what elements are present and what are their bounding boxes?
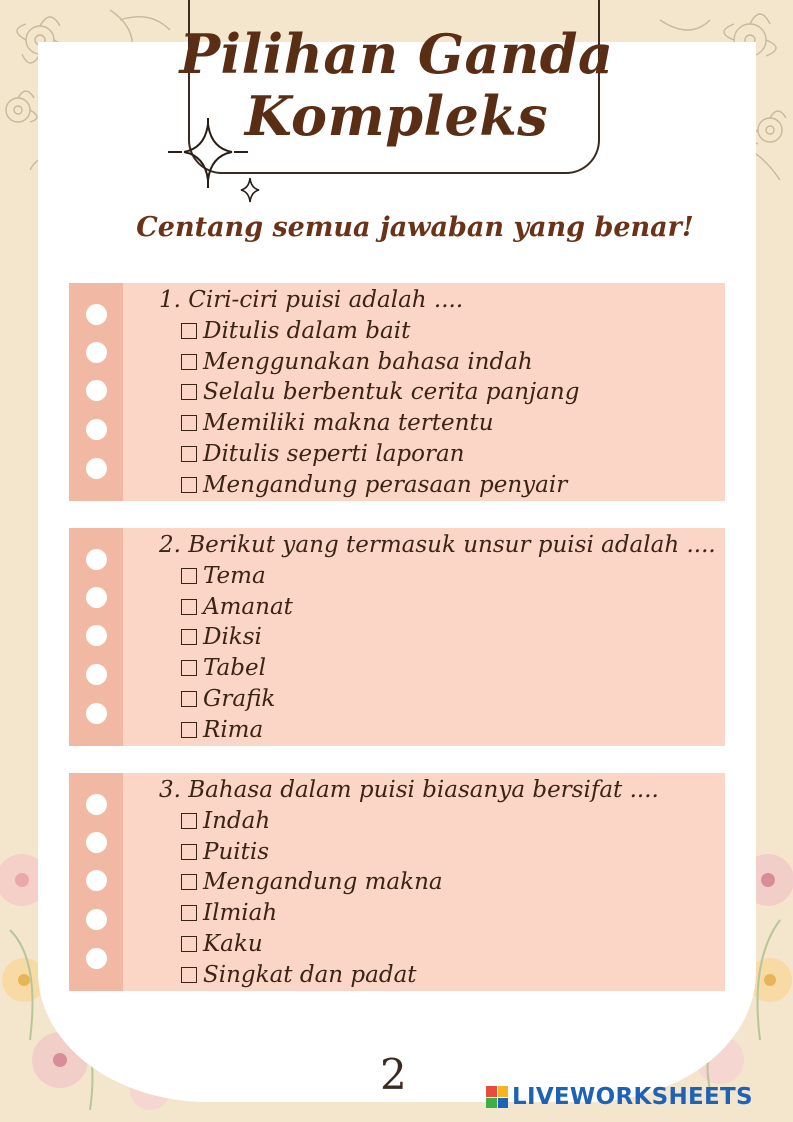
liveworksheets-logo-icon (486, 1086, 508, 1108)
option-label: Grafik (203, 685, 276, 712)
question-text (159, 530, 716, 746)
checkbox[interactable] (181, 599, 197, 615)
binder-hole (86, 304, 107, 325)
title-line-2: Kompleks (244, 84, 549, 148)
checkbox[interactable] (181, 384, 197, 400)
answer-option[interactable] (159, 929, 659, 960)
checkbox[interactable] (181, 660, 197, 676)
answer-option[interactable] (159, 316, 579, 347)
binder-hole (86, 625, 107, 646)
binder-hole (86, 794, 107, 815)
checkbox[interactable] (181, 874, 197, 890)
option-label: Puitis (203, 838, 270, 865)
checkbox[interactable] (181, 446, 197, 462)
answer-option[interactable] (159, 408, 579, 439)
binder-hole (86, 870, 107, 891)
binder-hole (86, 703, 107, 724)
option-label: Mengandung perasaan penyair (203, 471, 568, 498)
binder-hole (86, 549, 107, 570)
answer-option[interactable] (159, 377, 579, 408)
question-card-2 (69, 528, 725, 746)
answer-option[interactable] (159, 592, 716, 623)
binder-hole (86, 380, 107, 401)
option-label: Selalu berbentuk cerita panjang (203, 379, 580, 406)
answer-option[interactable] (159, 622, 716, 653)
option-label: Memiliki makna tertentu (203, 410, 494, 437)
checkbox[interactable] (181, 323, 197, 339)
option-label: Amanat (203, 593, 293, 620)
checkbox[interactable] (181, 844, 197, 860)
question-prompt: 3. Bahasa dalam puisi biasanya bersifat .... (159, 777, 659, 803)
watermark-text: LIVEWORKSHEETS (512, 1084, 753, 1110)
answer-option[interactable] (159, 347, 579, 378)
binder-hole (86, 458, 107, 479)
answer-option[interactable] (159, 439, 579, 470)
option-label: Ilmiah (203, 900, 278, 927)
binder-hole (86, 419, 107, 440)
answer-option[interactable] (159, 470, 579, 501)
answer-option[interactable] (159, 898, 659, 929)
checkbox[interactable] (181, 415, 197, 431)
question-card-3 (69, 773, 725, 991)
question-prompt: 2. Berikut yang termasuk unsur puisi adalah .... (159, 532, 716, 558)
binder-hole (86, 832, 107, 853)
option-label: Kaku (203, 930, 263, 957)
question-prompt: 1. Ciri-ciri puisi adalah .... (159, 287, 464, 313)
checkbox[interactable] (181, 936, 197, 952)
answer-option[interactable] (159, 684, 716, 715)
checkbox[interactable] (181, 354, 197, 370)
answer-option[interactable] (159, 867, 659, 898)
option-label: Ditulis dalam bait (203, 317, 411, 344)
option-label: Tabel (203, 655, 266, 682)
liveworksheets-watermark[interactable] (486, 1082, 753, 1112)
sparkle-small-icon (238, 176, 262, 204)
checkbox[interactable] (181, 629, 197, 645)
binder-hole (86, 664, 107, 685)
option-label: Mengandung makna (203, 869, 443, 896)
instruction-text: Centang semua jawaban yang benar! (136, 212, 694, 243)
checkbox[interactable] (181, 905, 197, 921)
option-label: Menggunakan bahasa indah (203, 348, 533, 375)
answer-option[interactable] (159, 653, 716, 684)
checkbox[interactable] (181, 477, 197, 493)
checkbox[interactable] (181, 691, 197, 707)
question-text (159, 775, 659, 991)
option-label: Indah (203, 807, 271, 834)
checkbox[interactable] (181, 722, 197, 738)
option-label: Ditulis seperti laporan (203, 440, 465, 467)
binder-hole (86, 342, 107, 363)
page-number: 2 (380, 1050, 407, 1099)
binder-hole (86, 909, 107, 930)
question-text (159, 285, 579, 501)
answer-option[interactable] (159, 561, 716, 592)
option-label: Tema (203, 562, 266, 589)
checkbox[interactable] (181, 813, 197, 829)
binder-hole (86, 587, 107, 608)
option-label: Singkat dan padat (203, 961, 417, 988)
answer-option[interactable] (159, 806, 659, 837)
option-label: Diksi (203, 624, 262, 651)
answer-option[interactable] (159, 837, 659, 868)
checkbox[interactable] (181, 568, 197, 584)
question-card-1 (69, 283, 725, 501)
checkbox[interactable] (181, 967, 197, 983)
title-line-1: Pilihan Ganda (179, 22, 614, 86)
answer-option[interactable] (159, 960, 659, 991)
binder-hole (86, 948, 107, 969)
answer-option[interactable] (159, 715, 716, 746)
option-label: Rima (203, 716, 264, 743)
